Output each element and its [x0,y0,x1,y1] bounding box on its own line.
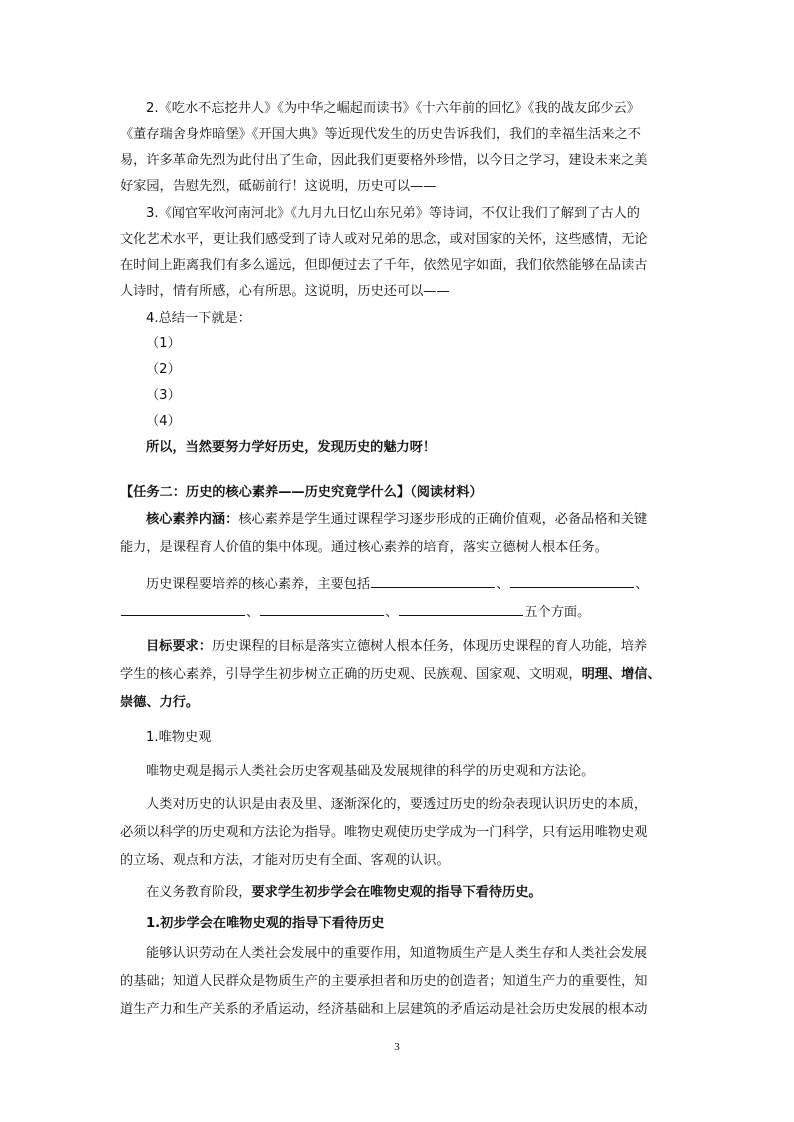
section1-p3-text: 在义务教育阶段， [146,885,252,900]
section1-p3 [146,882,542,904]
core-literacy-label: 核心素养内涵： [146,512,239,527]
subsection-title: 1.初步学会在唯物史观的指导下看待历史 [146,916,385,931]
goal-text-2: 学生的核心素养，引导学生初步树立正确的历史观、民族观、国家观、文明观， [120,667,582,682]
section1-p2-line-1: 人类对历史的认识是由表及里、逐渐深化的，要透过历史的纷杂表现认识历史的本质， [146,797,648,812]
section1-p3-bold: 要求学生初步学会在唯物史观的指导下看待历史。 [251,885,542,900]
section1-title: 1.唯物史观 [146,730,212,745]
goal-line-1 [146,636,647,658]
section1-p4-line-3: 道生产力和生产关系的矛盾运动，经济基础和上层建筑的矛盾运动是社会历史发展的根本动 [120,1002,648,1017]
q3-line-1: 3.《闻官军收河南河北》《九月九日忆山东兄弟》等诗词，不仅让我们了解到了古人的 [146,206,640,221]
section1-p4-line-2: 的基础；知道人民群众是物质生产的主要承担者和历史的创造者；知道生产力的重要性，知 [120,974,648,989]
task2-heading: 【任务二：历史的核心素养——历史究竟学什么】（阅读材料） [120,485,483,500]
q4-item-2: （2） [146,362,181,377]
q2-line-1: 2.《吃水不忘挖井人》《为中华之崛起而读书》《十六年前的回忆》《我的战友邱少云》 [146,101,640,116]
q4-title: 4.总结一下就是： [146,311,251,326]
goal-text: 历史课程的目标是落实立德树人根本任务，体现历史课程的育人功能，培养 [211,639,648,654]
core-literacy-line-2: 能力，是课程育人价值的集中体现。通过核心素养的培育，落实立德树人根本任务。 [120,540,608,555]
section1-p1: 唯物史观是揭示人类社会历史客观基础及发展规律的科学的历史观和方法论。 [146,764,595,779]
goal-label: 目标要求： [146,639,212,654]
section1-p4-line-1: 能够认识劳动在人类社会发展中的重要作用，知道物质生产是人类生存和人类社会发展 [146,946,648,961]
blank-1[interactable] [371,572,495,588]
goal-bold-2: 明理、增信、 [581,667,661,682]
blank-3[interactable] [121,600,245,616]
q4-item-4: （4） [146,414,181,429]
blank-4[interactable] [260,600,384,616]
q2-line-3: 易，许多革命先烈为此付出了生命，因此我们更要格外珍惜，以今日之学习，建设未来之美 [120,153,648,168]
fill-sep: 、 [246,605,260,620]
q4-item-1: （1） [146,336,181,351]
blank-5[interactable] [399,600,523,616]
fill-sep: 、 [635,577,649,592]
section1-p2-line-3: 的立场、观点和方法，才能对历史有全面、客观的认识。 [120,853,450,868]
blank-2[interactable] [510,572,634,588]
core-literacy-line-1 [146,509,647,531]
fill-intro: 历史课程要培养的核心素养，主要包括 [146,577,371,592]
fill-end: 五个方面。 [524,605,591,620]
q2-line-4: 好家园，告慰先烈，砥砺前行！这说明，历史可以—— [120,179,437,194]
page-number: 3 [394,1041,400,1053]
section1-p2-line-2: 必须以科学的历史观和方法论为指导。唯物史观使历史学成为一门科学，只有运用唯物史观 [120,825,648,840]
core-literacy-text: 核心素养是学生通过课程学习逐步形成的正确价值观，必备品格和关键 [238,512,648,527]
q4-conclusion: 所以，当然要努力学好历史，发现历史的魅力呀！ [146,440,437,455]
q3-line-4: 人诗时，情有所感，心有所思。这说明，历史还可以—— [120,284,450,299]
fill-sep: 、 [496,577,510,592]
q2-line-2: 《董存瑞舍身炸暗堡》《开国大典》等近现代发生的历史告诉我们，我们的幸福生活来之不 [120,127,641,142]
goal-line-3: 崇德、力行。 [120,695,200,710]
q3-line-3: 在时间上距离我们有多么遥远，但即便过去了千年，依然见字如面，我们依然能够在品读古 [120,258,648,273]
goal-line-2 [120,664,661,686]
fill-line-1 [146,572,649,596]
q4-item-3: （3） [146,388,181,403]
q3-line-2: 文化艺术水平，更让我们感受到了诗人或对兄弟的思念，或对国家的关怀，这些感情，无论 [120,232,648,247]
fill-sep: 、 [385,605,399,620]
fill-line-2 [120,600,590,624]
